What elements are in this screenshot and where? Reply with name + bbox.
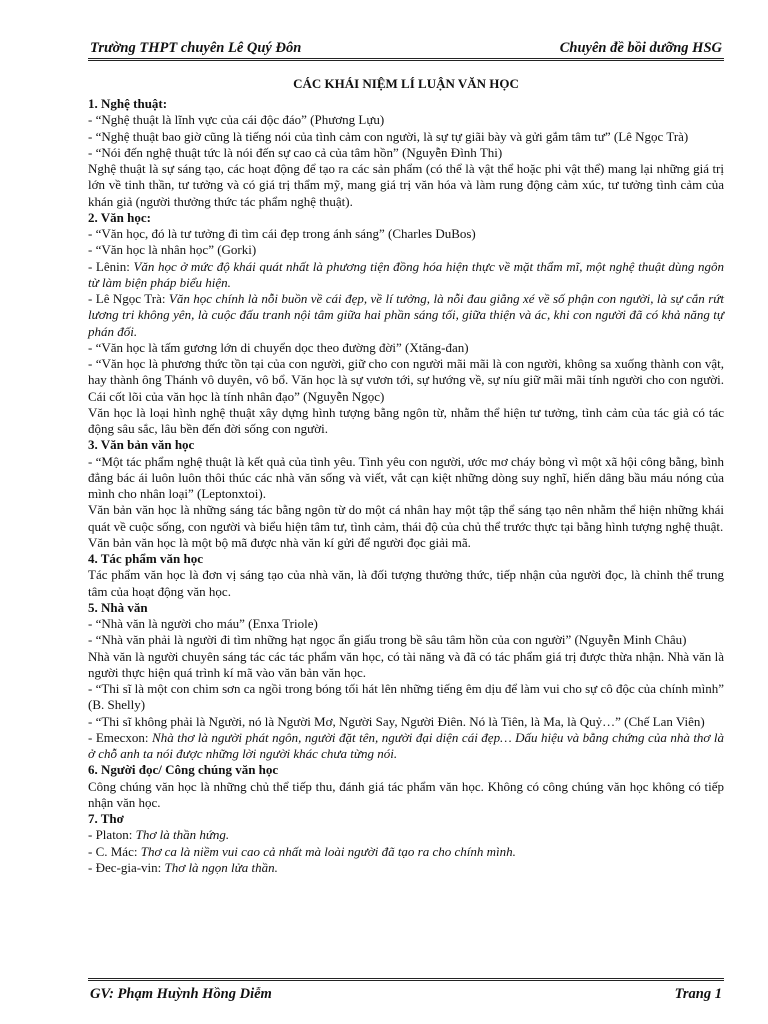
section-heading: 4. Tác phẩm văn học [88,551,203,566]
paragraph: - “Nghệ thuật bao giờ cũng là tiếng nói của tình cảm con người, là sự tự giãi bày và gửi gắm tâm tư” (Lê Ngọc Trà) [88,128,689,144]
header-subject: Chuyên đề bồi dưỡng HSG [559,40,722,56]
paragraph: Văn bản văn học là một bộ mã được nhà văn kí gửi để người đọc giải mã. [88,534,471,550]
paragraph: Văn bản văn học là những sáng tác bằng ngôn từ do một cá nhân hay một tập thể sáng tạo nên nhằm thể hiện những khái quát về cuộc sống, con người và biểu hiện tâm tư, tình cảm, thái độ của chủ thể trước thực tại bằng hình tượng nghệ thuật. [88,502,724,534]
paragraph: Tác phẩm văn học là đơn vị sáng tạo của nhà văn, là đối tượng thưởng thức, tiếp nhận của người đọc, là chỉnh thể trung tâm của hoạt động văn học. [88,567,724,599]
paragraph: - “Nhà văn phải là người đi tìm những hạt ngọc ẩn giấu trong bề sâu tâm hồn của con người” (Nguyễn Minh Châu) [88,632,687,648]
quote-text: Văn học ở mức độ khái quát nhất là phương tiện đồng hóa hiện thực về mặt thẩm mĩ, một nghệ thuật dùng ngôn từ làm biện pháp biểu hiện. [88,258,725,290]
quote-text: Thơ là thần hứng. [135,827,230,843]
paragraph [88,291,724,340]
page-content [88,38,724,876]
section-heading: 5. Nhà văn [88,599,148,615]
section-heading: 6. Người đọc/ Công chúng văn học [88,762,279,778]
paragraph: Nghệ thuật là sự sáng tạo, các hoạt động để tạo ra các sản phẩm (có thể là vật thể hoặc phi vật thể) mang lại những giá trị lớn về tinh thần, tư tưởng và có giá trị thẩm mỹ, mang giá trị văn hóa và làm rung động cảm xúc, tư tưởng tình cảm của khán giả (người thưởng thức tác phẩm nghệ thuật). [88,161,724,209]
header-rule [88,58,724,61]
quote-author: - Đec-gia-vin: [88,859,165,875]
quote-author: - Emecxon: [88,729,153,745]
section-heading: 1. Nghệ thuật: [88,96,168,111]
paragraph: - “Một tác phẩm nghệ thuật là kết quả của tình yêu. Tình yêu con người, ước mơ cháy bỏng vì một xã hội công bằng, bình đẳng bác ái luôn luôn thôi thúc các nhà văn sống và viết, vắt cạn kiệt những dòng suy nghĩ, hiến dâng bầu máu nóng của mình cho nhân loại” (Leptonxtoi). [88,453,724,501]
paragraph: - “Thi sĩ là một con chim sơn ca ngồi trong bóng tối hát lên những tiếng êm dịu để làm vui cho sự cô độc của chính mình” (B. Shelly) [88,681,724,713]
quote-author: - Lênin: [88,258,134,274]
quote-text: Nhà thơ là người phát ngôn, người đặt tên, người đại diện cái đẹp… Dấu hiệu và bằng chứng của nhà thơ là ở chỗ anh ta nói được những lời người khác chưa từng nói. [88,729,724,761]
page-header [88,38,724,58]
quote-text: Văn học chính là nỗi buồn về cái đẹp, về lí tưởng, là nỗi đau giằng xé về số phận con người, là sự cắn rứt lương tri không yên, là cuộc đấu tranh nội tâm giữa hai phần sáng tối, giữa thiện và ác, khi con người đã có khả năng tự phán đối. [88,291,724,339]
paragraph [88,860,724,876]
quote-author: - Platon: [88,827,136,843]
paragraph: - “Thi sĩ không phải là Người, nó là Người Mơ, Người Say, Người Điên. Nó là Tiên, là Ma, là Quỷ…” (Chế Lan Viên) [88,713,705,729]
footer-teacher: GV: Phạm Huỳnh Hồng Diễm [90,986,272,1002]
paragraph: - “Nghệ thuật là lĩnh vực của cái độc đáo” (Phương Lựu) [88,112,385,128]
document-title: CÁC KHÁI NIỆM LÍ LUẬN VĂN HỌC [293,76,519,91]
quote-text: Thơ là ngọn lửa thần. [164,859,278,875]
section-heading: 3. Văn bản văn học [88,437,195,453]
quote-text: Thơ ca là niềm vui cao cả nhất mà loài người đã tạo ra cho chính mình. [140,843,516,859]
footer-page-number: Trang 1 [674,986,722,1002]
quote-author: - C. Mác: [88,843,141,859]
footer-rule [88,978,724,981]
paragraph [88,844,724,860]
page-footer [88,978,724,1004]
paragraph: - “Văn học là phương thức tồn tại của con người, giữ cho con người mãi mãi là con người, không sa xuống thành con vật, hay thành ông Thánh vô duyên, vô bổ. Văn học là sự vươn tới, sự hướng về, sự níu giữ mãi mãi tính người cho con người. Cái cốt lõi của văn học là tính nhân đạo” (Nguyễn Ngọc) [88,356,724,404]
section-heading: 2. Văn học: [88,209,151,225]
paragraph: Công chúng văn học là những chủ thể tiếp thu, đánh giá tác phẩm văn học. Không có công chúng văn học không có tiếp nhận văn học. [88,778,724,810]
header-school: Trường THPT chuyên Lê Quý Đôn [90,40,302,56]
paragraph: - “Nhà văn là người cho máu” (Enxa Triole) [88,616,318,631]
paragraph [88,730,724,763]
paragraph: Nhà văn là người chuyên sáng tác các tác phẩm văn học, có tài năng và đã có tác phẩm giá trị được thừa nhận. Nhà văn là người thực hiện quá trình kí mã vào văn bản văn học. [88,648,724,680]
paragraph: - “Văn học, đó là tư tưởng đi tìm cái đẹp trong ánh sáng” (Charles DuBos) [88,226,476,241]
paragraph [88,827,724,843]
section-heading: 7. Thơ [88,811,124,826]
paragraph: - “Nói đến nghệ thuật tức là nói đến sự cao cả của tâm hồn” (Nguyễn Đình Thi) [88,144,503,160]
document-body [88,96,724,876]
paragraph: Văn học là loại hình nghệ thuật xây dựng hình tượng bằng ngôn từ, nhằm thể hiện tư tưởng, tình cảm của tác giả có tác động sâu sắc, lâu bền đến đời sống con người. [88,404,724,436]
paragraph: - “Văn học là tấm gương lớn di chuyển dọc theo đường đời” (Xtăng-đan) [88,339,469,355]
quote-author: - Lê Ngọc Trà: [88,291,169,306]
paragraph: - “Văn học là nhân học” (Gorki) [88,242,257,258]
paragraph [88,259,724,292]
